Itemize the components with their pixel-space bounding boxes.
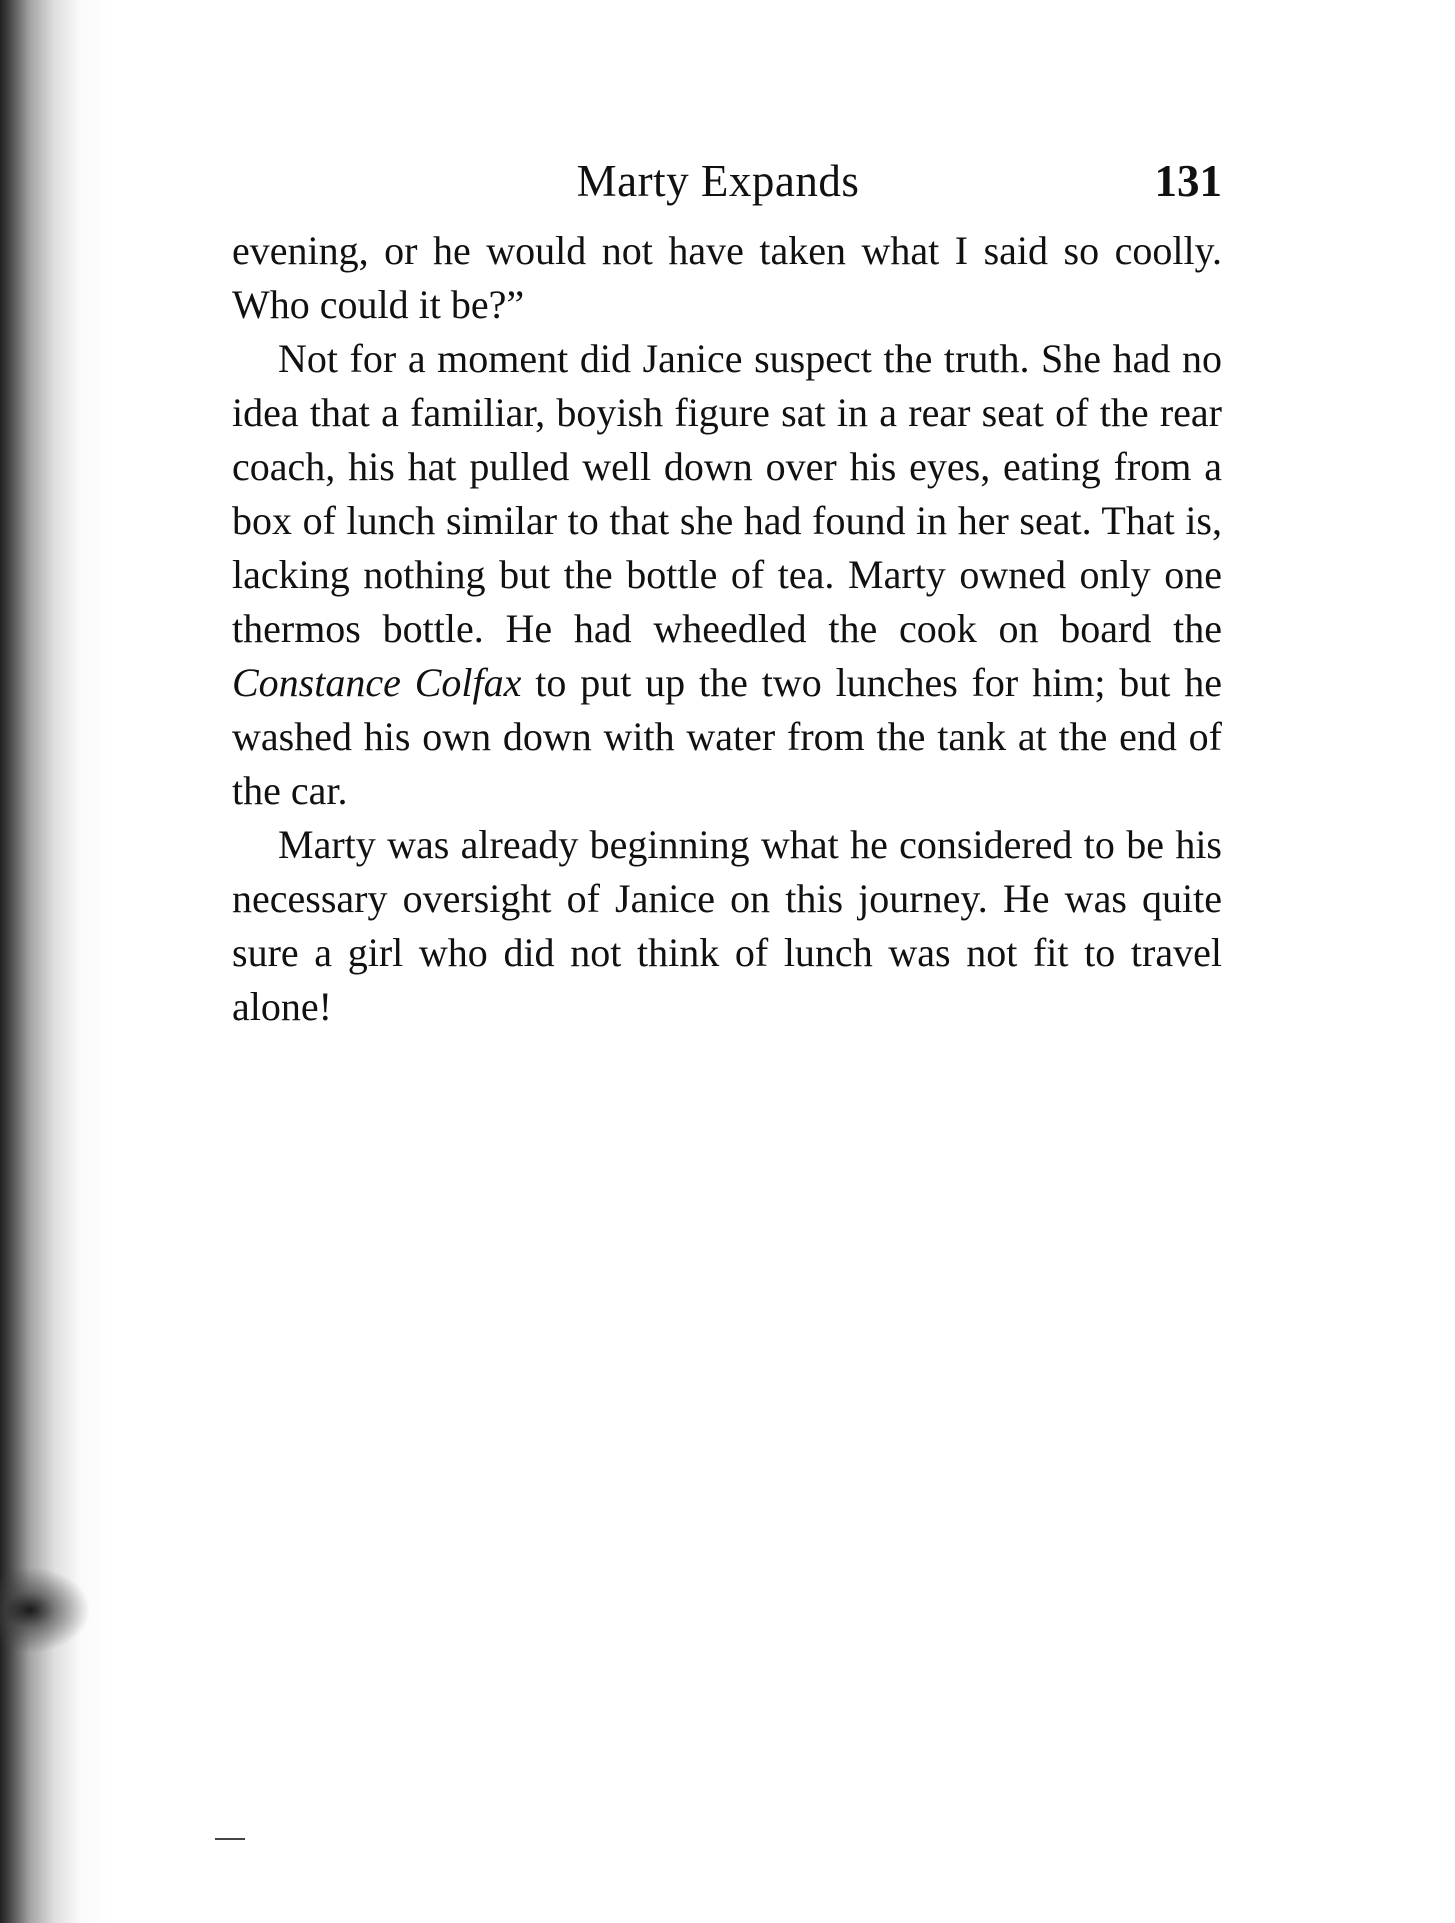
page-number: 131 [1154, 156, 1222, 206]
ship-name: Constance Colfax [232, 660, 522, 705]
running-head [232, 150, 1222, 212]
book-page [232, 150, 1222, 1034]
paragraph-continuation: evening, or he would not have taken what I said so coolly. Who could it be?” [232, 228, 1222, 327]
text-body [232, 224, 1222, 1034]
paragraph-text: to put up the two lunches for him; but he washed his own down with water from the tank at the end of the car. [232, 660, 1222, 813]
scan-mark [215, 1838, 245, 1840]
paragraph [232, 332, 1222, 818]
running-title: Marty Expands [576, 156, 860, 206]
binding-shadow-spot [0, 1560, 100, 1660]
paragraph: Marty was already beginning what he considered to be his necessary oversight of Janice on this journey. He was quite sure a girl who did not think of lunch was not fit to travel alone! [232, 822, 1222, 1029]
paragraph-text: Not for a moment did Janice suspect the truth. She had no idea that a familiar, boyish figure sat in a rear seat of the rear coach, his hat pulled well down over his eyes, eating from a box of lunch similar to that she had found in her seat. That is, lacking nothing but the bottle of tea. Marty owned only one thermos bottle. He had wheedled the cook on board the [232, 336, 1222, 651]
